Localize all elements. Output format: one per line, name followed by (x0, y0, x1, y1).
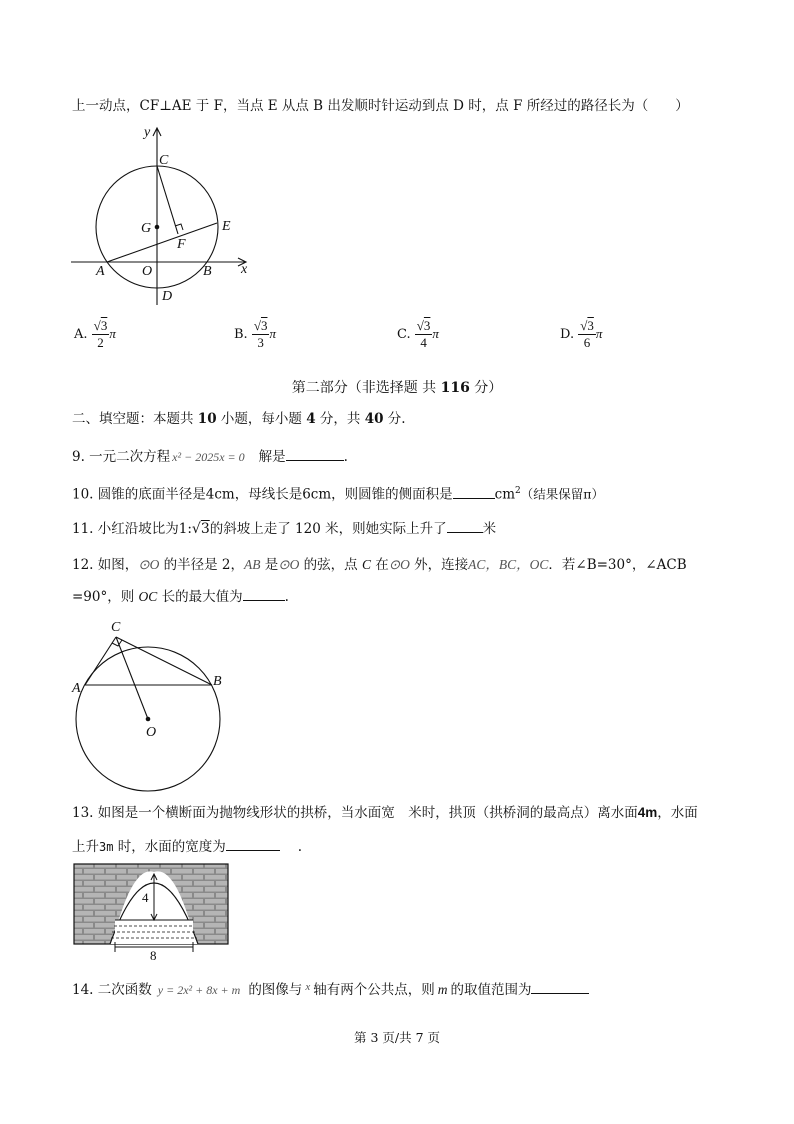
option-c-radicand: 3 (423, 318, 431, 333)
option-a-radicand: 3 (100, 318, 108, 333)
part-two-score: 116 (440, 380, 470, 396)
option-c-fraction: $\frac{√3}{4}$ (416, 318, 431, 350)
section-fill-in-heading: 二、填空题：本题共 10 小题，每小题 4 分，共 40 分. (72, 411, 406, 427)
label-e: E (222, 219, 231, 234)
option-b-letter: B. (234, 327, 248, 342)
segment-bc (116, 637, 212, 685)
label-o2: O (146, 725, 157, 740)
height-label: 4 (142, 890, 149, 905)
label-c2: C (111, 620, 121, 635)
part-two-heading: 第二部分（非选择题 共 116 分） (291, 380, 503, 396)
answer-blank-11[interactable] (447, 518, 483, 533)
option-a-pi: π (109, 326, 116, 341)
label-x: x (241, 262, 248, 277)
page-footer: 第 3 页/共 7 页 (353, 1030, 440, 1045)
label-b: B (203, 264, 212, 279)
segment-cf (157, 166, 178, 234)
option-a-denominator: 2 (97, 335, 104, 350)
label-c: C (159, 153, 169, 168)
option-a-fraction: $\frac{√3}{2}$ (93, 318, 108, 350)
option-a[interactable] (74, 318, 116, 351)
option-b-radicand: 3 (260, 318, 268, 333)
width-label: 8 (150, 948, 157, 962)
figure-arch-bridge (72, 862, 232, 962)
answer-blank-9[interactable] (286, 446, 344, 461)
chord-ae (107, 223, 217, 262)
question-13-line-1: 13. 如图是一个横断面为抛物线形状的拱桥，当水面宽 米时，拱顶（拱桥洞的最高点）离水面4m，水面 (72, 805, 698, 821)
segment-ac (85, 637, 116, 685)
question-10: 10. 圆锥的底面半径是4cm，母线长是6cm，则圆锥的侧面积是 $cm^2$（结果保留π） (72, 482, 604, 504)
label-a2: A (72, 681, 81, 696)
answer-blank-12[interactable] (243, 586, 285, 601)
question-14: 14. 二次函数 y = 2x² + 8x + m 的图像与 $^x$ 轴有两个公共点，则 m 的取值范围为 (72, 978, 589, 999)
option-d-fraction: $\frac{√3}{6}$ (580, 318, 594, 350)
question-11: 11. 小红沿坡比为1:√3的斜坡上走了 120 米，则她实际上升了 米 (72, 518, 496, 538)
question-14-equation: y = 2x² + 8x + m (157, 983, 241, 997)
answer-blank-10[interactable] (453, 484, 495, 499)
option-d[interactable] (560, 318, 602, 351)
question-13-height: 4m (637, 805, 658, 820)
question-12-line-1: 12. 如图，⊙O 的半径是 2，AB 是⊙O 的弦，点 C 在⊙O 外，连接AC，BC，OC．若∠B=30°，∠ACB (72, 557, 687, 573)
question-13-line-2: 上升3m 时，水面的宽度为 . (72, 836, 302, 856)
option-d-pi: π (595, 326, 603, 341)
option-a-letter: A. (74, 327, 88, 342)
label-f: F (177, 237, 186, 252)
question-9: 9. 一元二次方程 x² − 2025x = 0 解是 . (72, 446, 348, 466)
option-c-denominator: 4 (420, 335, 427, 350)
label-d: D (162, 289, 173, 304)
question-9-equation: x² − 2025x = 0 (172, 450, 245, 464)
option-d-letter: D. (560, 327, 575, 342)
option-d-denominator: 6 (583, 335, 591, 350)
option-b-pi: π (269, 326, 276, 341)
option-c-letter: C. (397, 327, 411, 342)
label-o: O (142, 264, 153, 279)
option-b[interactable] (234, 318, 276, 351)
label-a: A (96, 264, 105, 279)
question-11-radicand: 3 (200, 521, 210, 537)
option-b-fraction: $\frac{√3}{3}$ (253, 318, 268, 350)
answer-blank-13[interactable] (226, 836, 280, 851)
option-b-denominator: 3 (257, 335, 264, 350)
center-point-g (155, 225, 160, 230)
option-d-radicand: 3 (587, 318, 594, 333)
answer-blank-14[interactable] (531, 979, 589, 994)
figure-circle-axes (66, 120, 256, 310)
question-8-text: 上一动点，CF⊥AE 于 F，当点 E 从点 B 出发顺时针运动到点 D 时，点 F 所经过的路径长为（ ） (72, 98, 689, 114)
question-12-line-2: =90°，则 OC 长的最大值为 . (72, 586, 289, 606)
center-point-o (146, 717, 151, 722)
label-b2: B (213, 674, 222, 689)
option-c-pi: π (432, 326, 439, 341)
label-g: G (141, 221, 152, 236)
label-y: y (144, 125, 151, 140)
figure-circle-chord (66, 615, 236, 795)
option-c[interactable] (397, 318, 439, 351)
